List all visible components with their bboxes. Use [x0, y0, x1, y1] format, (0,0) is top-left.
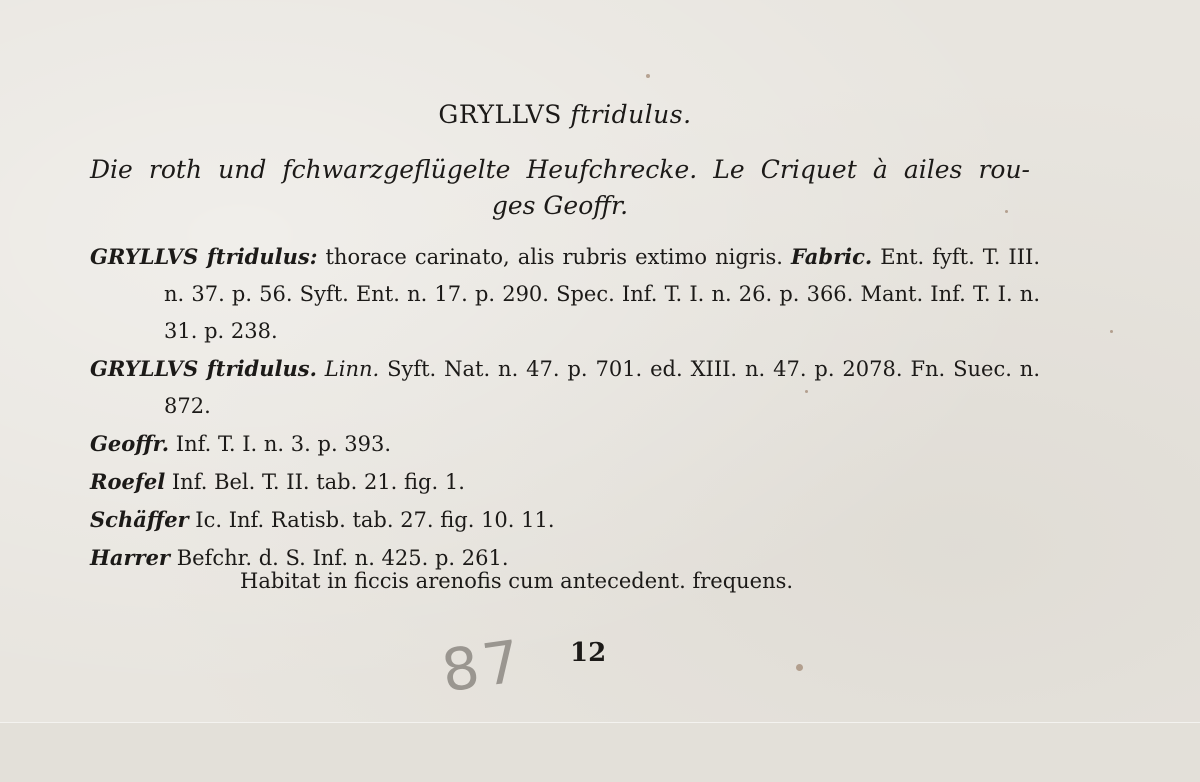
ref-author: Geoffr.	[90, 431, 170, 456]
ref-text	[317, 357, 325, 381]
habitat-note: Habitat in ficcis arenofis cum antecedent. frequens.	[240, 569, 794, 593]
pencil-annotation: 87	[437, 626, 529, 706]
ref-rest: Syft. Nat. n. 47. p. 701. ed. XIII. n. 47. p. 2078. Fn. Suec. n. 872.	[164, 357, 1040, 418]
title-species: ftridulus.	[570, 100, 692, 129]
ref-rest: Ent. fyft. T. III. n. 37. p. 56. Syft. Ent. n. 17. p. 290. Spec. Inf. T. I. n. 26. p. 366. Mant. Inf. T. I. n. 31. p. 238.	[164, 245, 1040, 343]
page-bottom-edge	[0, 722, 1200, 782]
ref-text: thorace carinato, alis rubris extimo nigris.	[317, 245, 792, 269]
reference-entry	[90, 425, 1040, 463]
reference-entry	[90, 501, 1040, 539]
ref-author: GRYLLVS ftridulus:	[90, 244, 318, 269]
ref-cite: Fabric.	[791, 244, 873, 269]
ref-author: Schäffer	[90, 507, 189, 532]
page-number: 12	[570, 638, 607, 668]
paper-speck	[646, 74, 650, 78]
paper-speck	[1110, 330, 1113, 333]
ref-text: Inf. T. I. n. 3. p. 393.	[169, 432, 392, 456]
common-names	[90, 152, 1030, 224]
ref-text: Ic. Inf. Ratisb. tab. 27. fig. 10. 11.	[188, 508, 555, 532]
page-title	[0, 100, 1130, 129]
common-names-line1: Die roth und fchwarzgeflügelte Heufchrecke. Le Criquet à ailes rou-	[90, 155, 1030, 184]
ref-author: Roefel	[90, 469, 166, 494]
ref-text: Befchr. d. S. Inf. n. 425. p. 261.	[170, 546, 509, 570]
reference-list	[90, 238, 1040, 577]
ref-text: Inf. Bel. T. II. tab. 21. fig. 1.	[165, 470, 465, 494]
ref-author: GRYLLVS ftridulus.	[90, 356, 317, 381]
reference-entry	[90, 238, 1040, 350]
common-names-line2: ges Geoffr.	[491, 191, 629, 220]
ref-author: Harrer	[90, 545, 171, 570]
ref-cite: Linn.	[324, 357, 380, 381]
reference-entry	[90, 463, 1040, 501]
paper-speck	[796, 664, 803, 671]
title-genus: GRYLLVS	[438, 100, 562, 129]
reference-entry	[90, 350, 1040, 425]
